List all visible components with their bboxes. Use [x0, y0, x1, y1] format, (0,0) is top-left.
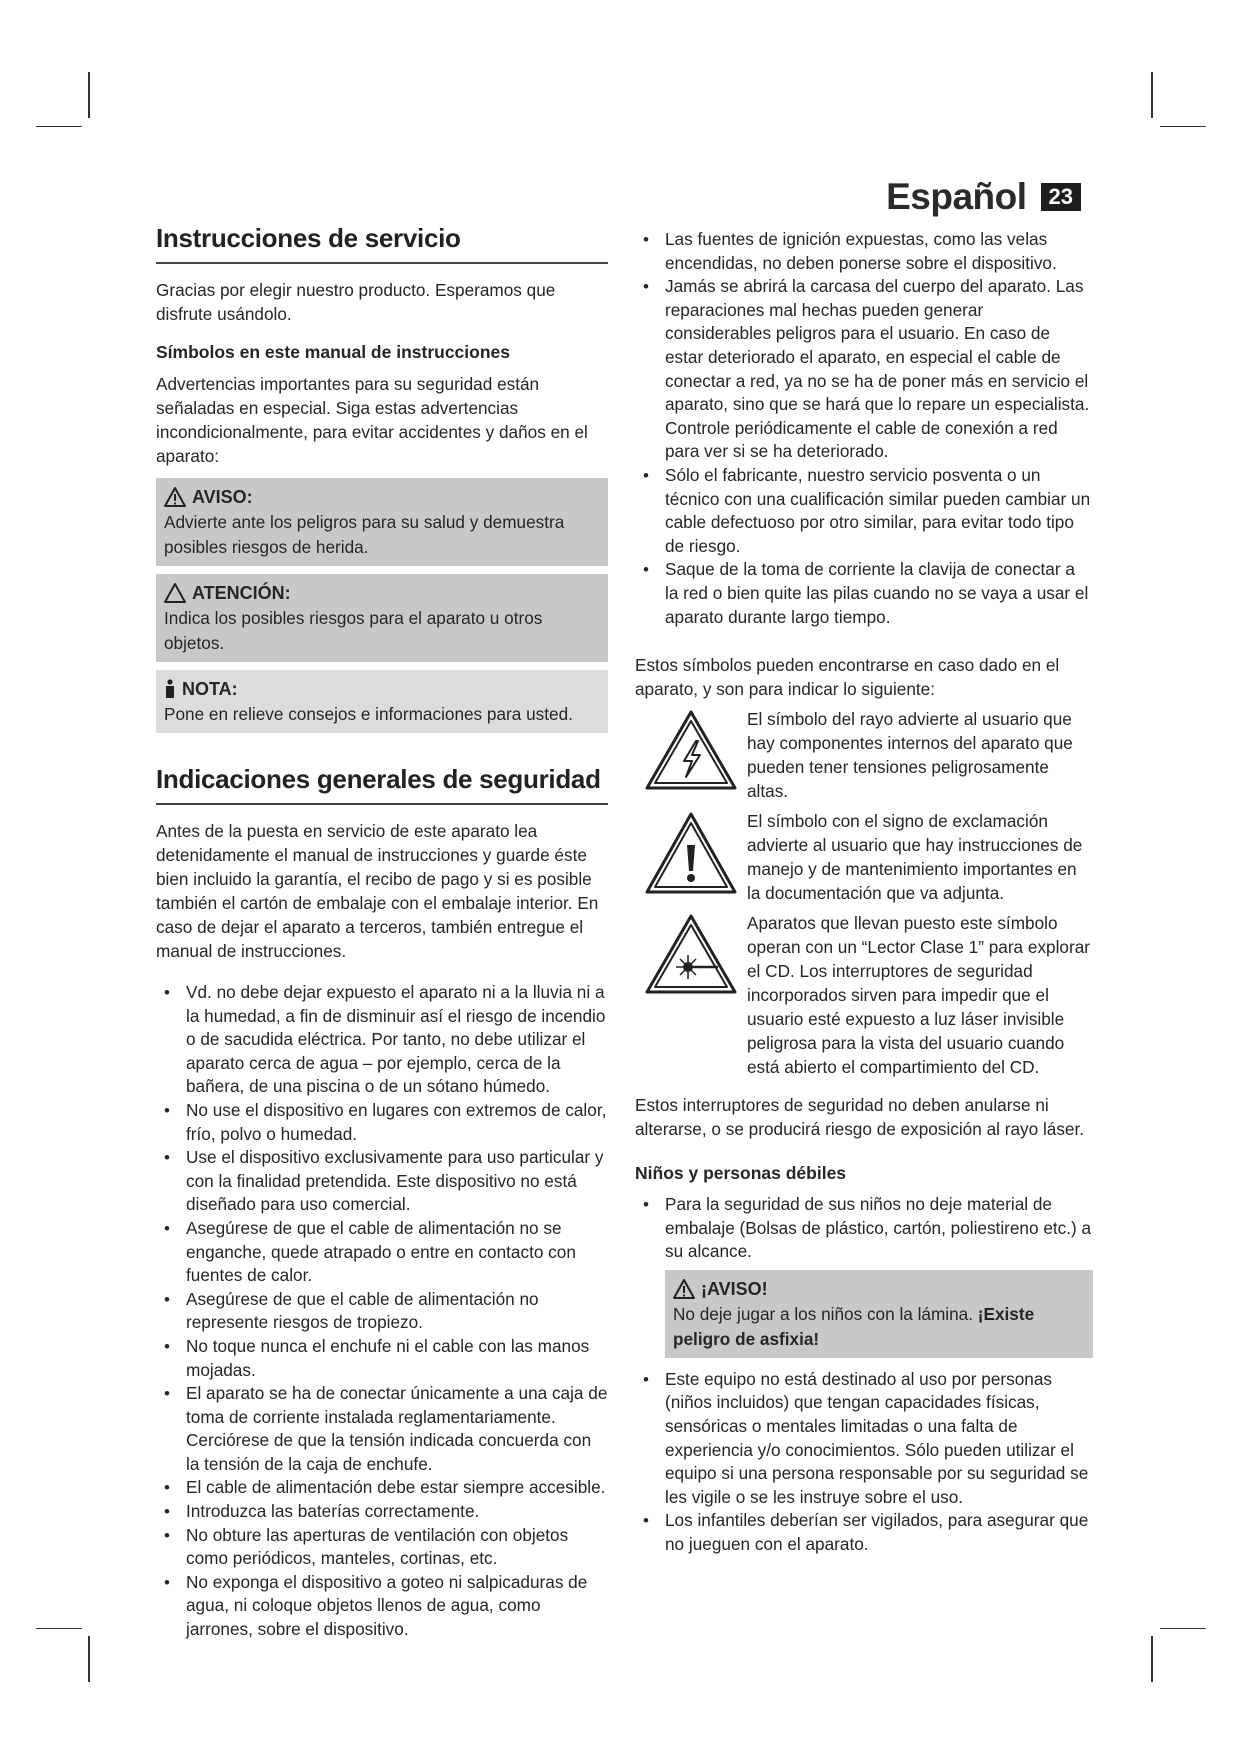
crop-mark	[1160, 126, 1206, 127]
nota-label: NOTA:	[182, 679, 238, 699]
safety-list-left	[156, 981, 608, 1642]
children-heading: Niños y personas débiles	[635, 1163, 847, 1184]
list-item: • El cable de alimentación debe estar siempre accesible.	[156, 1476, 608, 1500]
atencion-title	[164, 580, 600, 606]
right-column	[635, 228, 1093, 1557]
aviso-asfixia-box	[665, 1270, 1093, 1358]
info-icon	[164, 679, 176, 699]
symbol-cell	[635, 809, 747, 905]
crop-mark	[1151, 72, 1153, 118]
aviso-text: Advierte ante los peligros para su salud y demuestra posibles riesgos de herida.	[164, 512, 565, 557]
list-item: • Este equipo no está destinado al uso por personas (niños incluidos) que tengan capacidades físicas, sensóricas o mentales limitadas o una falta de experiencia y/o conocimientos. Sólo pueden utilizar el equipo si una persona responsable por su seguridad se les vigile o se les instruye sobre el uso.	[635, 1368, 1093, 1510]
lightning-warning-icon	[644, 709, 738, 791]
symbol-row-exclamation	[635, 809, 1093, 905]
list-item: • Las fuentes de ignición expuestas, como las velas encendidas, no deben ponerse sobre el dispositivo.	[635, 228, 1093, 275]
aviso-label: AVISO:	[192, 487, 253, 507]
caution-triangle-icon	[164, 583, 186, 603]
general-safety-text: Antes de la puesta en servicio de este aparato lea detenidamente el manual de instrucciones y guarde éste bien incluido la garantía, el recibo de pago y si es posible también el cartón de embalaje con el embalaje interior. En caso de dejar el aparato a terceros, también entregue el manual de instrucciones.	[156, 821, 599, 961]
laser-warning-icon	[644, 913, 738, 995]
page-header	[886, 176, 1081, 218]
list-item: • Los infantiles deberían ser vigilados, para asegurar que no jueguen con el aparato.	[635, 1509, 1093, 1556]
symbol-cell	[635, 911, 747, 1079]
list-item: • Asegúrese de que el cable de alimentación no represente riesgos de tropiezo.	[156, 1288, 608, 1335]
aviso-asfixia-label: ¡AVISO!	[701, 1278, 768, 1299]
symbols-text: Advertencias importantes para su seguridad están señaladas en especial. Siga estas advertencias incondicionalmente, para evitar accidentes y daños en el aparato:	[156, 374, 588, 466]
list-item: • No obture las aperturas de ventilación con objetos como periódicos, manteles, cortinas, etc.	[156, 1524, 608, 1571]
exclamation-text: El símbolo con el signo de exclamación advierte al usuario que hay instrucciones de manejo y de mantenimiento importantes en la documentación que va adjunta.	[747, 811, 1083, 904]
list-item: • Vd. no debe dejar expuesto el aparato ni a la lluvia ni a la humedad, a fin de disminuir así el riesgo de incendio o de sacudida eléctrica. Por tanto, no debe utilizar el aparato cerca de agua – por ejemplo, cerca de la bañera, de una piscina o de un sótano húmedo.	[156, 981, 608, 1099]
aviso-title	[164, 484, 600, 510]
list-item: • Saque de la toma de corriente la clavija de conectar a la red o bien quite las pilas cuando no se vaya a usar el aparato durante largo tiempo.	[635, 558, 1093, 629]
page-number: 23	[1041, 183, 1081, 211]
nota-text: Pone en relieve consejos e informaciones para usted.	[164, 704, 573, 724]
symbol-cell	[635, 707, 747, 803]
section-title-instrucciones: Instrucciones de servicio	[156, 222, 608, 264]
crop-mark	[1151, 1636, 1153, 1682]
aviso-asfixia-text	[673, 1302, 1085, 1352]
crop-mark	[88, 72, 90, 118]
nota-title	[164, 676, 600, 702]
children-list-1	[635, 1193, 1093, 1264]
symbol-row-lightning	[635, 707, 1093, 803]
symbol-row-laser	[635, 911, 1093, 1079]
exclamation-warning-icon	[644, 811, 738, 895]
lightning-text: El símbolo del rayo advierte al usuario que hay componentes internos del aparato que pueden tener tensiones peligrosamente altas.	[747, 709, 1073, 802]
aviso-box	[156, 478, 608, 566]
intro-text: Gracias por elegir nuestro producto. Esperamos que disfrute usándolo.	[156, 280, 556, 324]
warning-triangle-icon	[673, 1279, 695, 1299]
list-item: • Para la seguridad de sus niños no deje material de embalaje (Bolsas de plástico, cartón, poliestireno etc.) a su alcance.	[635, 1193, 1093, 1264]
atencion-label: ATENCIÓN:	[192, 583, 291, 603]
list-item: • Asegúrese de que el cable de alimentación no se enganche, quede atrapado o entre en contacto con fuentes de calor.	[156, 1217, 608, 1288]
crop-mark	[1160, 1628, 1206, 1629]
language-title: Español	[886, 176, 1027, 217]
safety-list-right	[635, 228, 1093, 629]
list-item: • Sólo el fabricante, nuestro servicio posventa o un técnico con una cualificación similar pueden cambiar un cable defectuoso por otro similar, para evitar todo tipo de riesgo.	[635, 464, 1093, 558]
aviso-asfixia-body: No deje jugar a los niños con la lámina.	[673, 1303, 978, 1324]
atencion-text: Indica los posibles riesgos para el aparato u otros objetos.	[164, 608, 543, 653]
section-title-seguridad: Indicaciones generales de seguridad	[156, 763, 608, 805]
children-list-2	[635, 1368, 1093, 1557]
warning-triangle-icon	[164, 487, 186, 507]
aviso-asfixia-title	[673, 1276, 1085, 1302]
list-item: • No use el dispositivo en lugares con extremos de calor, frío, polvo o humedad.	[156, 1099, 608, 1146]
crop-mark	[36, 1628, 82, 1629]
list-item: • No exponga el dispositivo a goteo ni salpicaduras de agua, ni coloque objetos llenos de agua, como jarrones, sobre el dispositivo.	[156, 1571, 608, 1642]
list-item: • No toque nunca el enchufe ni el cable con las manos mojadas.	[156, 1335, 608, 1382]
laser-text: Aparatos que llevan puesto este símbolo operan con un “Lector Clase 1” para explorar el CD. Los interruptores de seguridad incorporados sirven para impedir que el usuario esté expuesto a luz láser invisible peligrosa para la vista del usuario cuando está abierto el compartimiento del CD.	[747, 913, 1090, 1078]
list-item: • El aparato se ha de conectar únicamente a una caja de toma de corriente instalada reglamentariamente. Cerciórese de que la tensión indicada concuerda con la tensión de la caja de enchufe.	[156, 1382, 608, 1476]
atencion-box	[156, 574, 608, 662]
list-item: • Jamás se abrirá la carcasa del cuerpo del aparato. Las reparaciones mal hechas pueden generar considerables peligros para el usuario. En caso de estar deteriorado el aparato, en especial el cable de conectar a red, ya no se ha de poner más en servicio el aparato, sino que se hará que lo repare un especialista. Controle periódicamente el cable de conexión a red para ver si se ha deteriorado.	[635, 275, 1093, 464]
crop-mark	[88, 1636, 90, 1682]
left-column	[156, 222, 608, 1642]
symbols-intro: Estos símbolos pueden encontrarse en caso dado en el aparato, y son para indicar lo siguiente:	[635, 655, 1060, 700]
interlock-text: Estos interruptores de seguridad no deben anularse ni alterarse, o se producirá riesgo de exposición al rayo láser.	[635, 1095, 1085, 1140]
list-item: • Use el dispositivo exclusivamente para uso particular y con la finalidad pretendida. Este dispositivo no está diseñado para uso comercial.	[156, 1146, 608, 1217]
list-item: • Introduzca las baterías correctamente.	[156, 1500, 608, 1524]
crop-mark	[36, 126, 82, 127]
aviso-asfixia-strong: ¡Existe peligro de asfixia!	[673, 1303, 1035, 1349]
nota-box	[156, 670, 608, 733]
symbols-heading: Símbolos en este manual de instrucciones	[156, 342, 510, 362]
